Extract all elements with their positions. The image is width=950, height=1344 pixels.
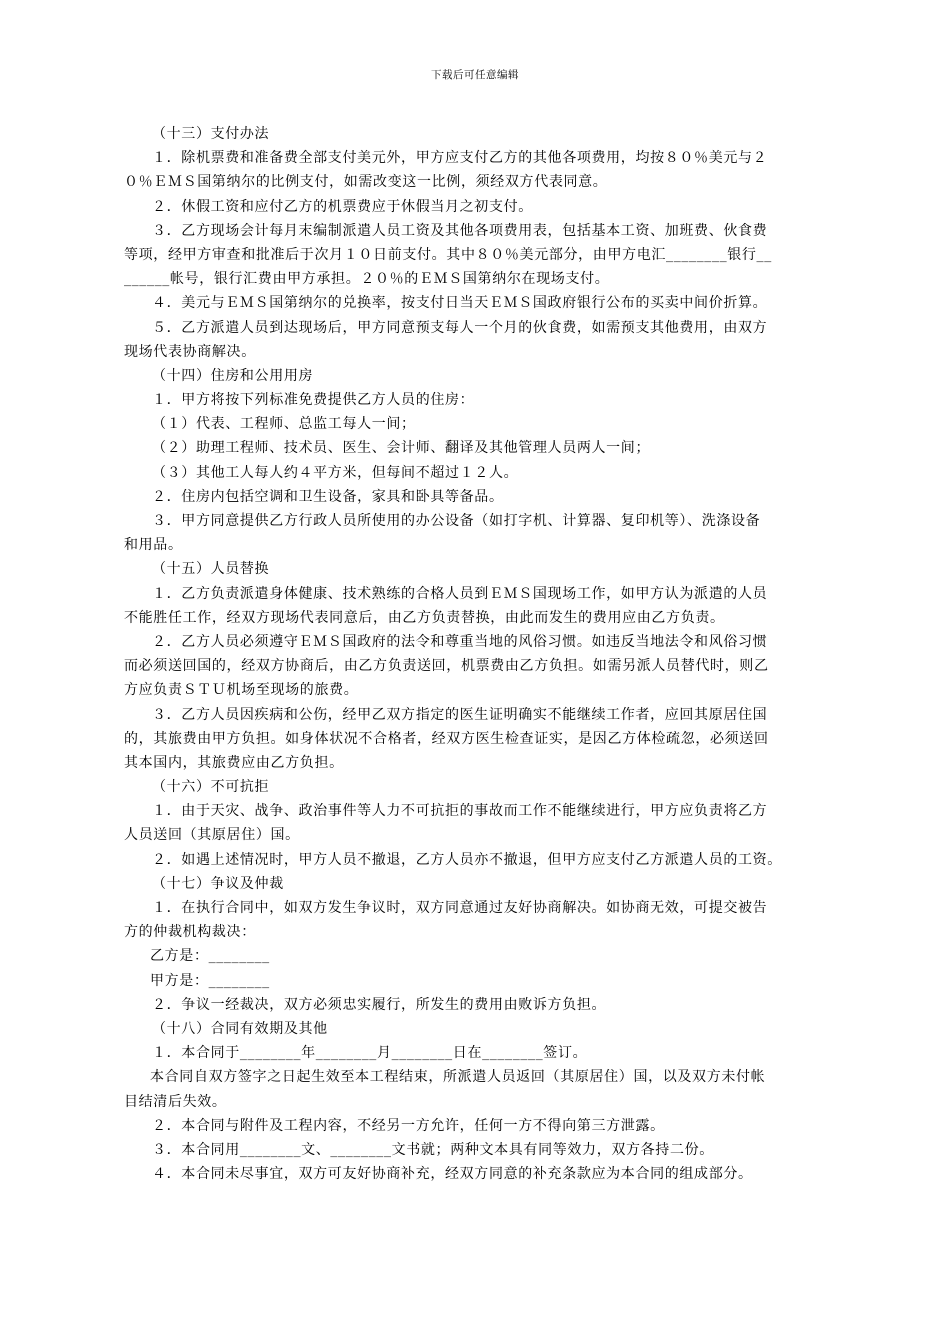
document-line: 本合同自双方签字之日起生效至本工程结束，所派遣人员返回（其原居住）国，以及双方未付帐 <box>150 1069 766 1086</box>
document-line: （十七）争议及仲裁 <box>152 875 284 892</box>
document-line: （十三）支付办法 <box>152 126 270 142</box>
document-line: ５．乙方派遣人员到达现场后，甲方同意预支每人一个月的伙食费，如需预支其他费用，由双方 <box>152 319 768 336</box>
document-line: 现场代表协商解决。 <box>124 343 256 360</box>
document-line: （１）代表、工程师、总监工每人一间； <box>152 416 416 433</box>
document-line: ０％ＥＭＳ国第纳尔的比例支付，如需改变这一比例，须经双方代表同意。 <box>124 174 608 191</box>
document-line: ３．本合同用________文、________文书就；两种文本具有同等效力，双方各持二份。 <box>152 1141 714 1158</box>
document-line: 和用品。 <box>124 537 183 554</box>
document-line: ２．争议一经裁决，双方必须忠实履行，所发生的费用由败诉方负担。 <box>152 996 607 1013</box>
document-line: ４．美元与ＥＭＳ国第纳尔的兑换率，按支付日当天ＥＭＳ国政府银行公布的买卖中间价折算。 <box>152 295 768 312</box>
document-line: ３．乙方人员因疾病和公伤，经甲乙双方指定的医生证明确实不能继续工作者，应回其原居住国 <box>152 706 768 723</box>
document-line: （３）其他工人每人约４平方米，但每间不超过１２人。 <box>152 464 519 481</box>
document-line: ３．甲方同意提供乙方行政人员所使用的办公设备（如打字机、计算器、复印机等）、洗涤设备 <box>152 513 761 529</box>
document-line: 甲方是：________ <box>150 972 270 989</box>
document-line: 而必须送回国的，经双方协商后，由乙方负责送回，机票费由乙方负担。如需另派人员替代时，则乙 <box>124 658 769 675</box>
page-header: 下载后可任意编辑 <box>431 69 519 81</box>
document-line: 等项，经甲方审查和批准后于次月１０日前支付。其中８０％美元部分，由甲方电汇________银行__ <box>124 246 772 263</box>
document-line: （２）助理工程师、技术员、医生、会计师、翻译及其他管理人员两人一间； <box>152 440 651 457</box>
document-line: ______帐号，银行汇费由甲方承担。２０％的ＥＭＳ国第纳尔在现场支付。 <box>124 271 610 288</box>
document-line: １．乙方负责派遣身体健康、技术熟练的合格人员到ＥＭＳ国现场工作，如甲方认为派遣的人员 <box>152 585 768 602</box>
document-line: （十四）住房和公用用房 <box>152 367 314 384</box>
document-line: 目结清后失效。 <box>124 1093 227 1110</box>
document-line: 方应负责ＳＴＵ机场至现场的旅费。 <box>124 682 359 699</box>
document-line: 的，其旅费由甲方负担。如身体状况不合格者，经双方医生检查证实，是因乙方体检疏忽，必须送回 <box>124 730 769 747</box>
document-line: 人员送回（其原居住）国。 <box>124 827 300 844</box>
document-line: ２．如遇上述情况时，甲方人员不撤退，乙方人员亦不撤退，但甲方应支付乙方派遣人员的工资。 <box>152 851 782 868</box>
document-line: 其本国内，其旅费应由乙方负担。 <box>124 754 344 771</box>
document-line: （十八）合同有效期及其他 <box>152 1020 328 1037</box>
document-line: 不能胜任工作，经双方现场代表同意后，由乙方负责替换，由此而发生的费用应由乙方负责。 <box>124 609 725 626</box>
document-line: 方的仲裁机构裁决： <box>124 924 256 941</box>
document-line: １．由于天灾、战争、政治事件等人力不可抗拒的事故而工作不能继续进行，甲方应负责将乙方 <box>152 803 768 820</box>
document-line: （十五）人员替换 <box>152 561 270 578</box>
document-line: ２．本合同与附件及工程内容，不经另一方允许，任何一方不得向第三方泄露。 <box>152 1117 665 1134</box>
document-line: ２．休假工资和应付乙方的机票费应于休假当月之初支付。 <box>152 198 533 215</box>
document-line: ２．住房内包括空调和卫生设备，家具和卧具等备品。 <box>152 488 504 505</box>
document-line: （十六）不可抗拒 <box>152 779 270 796</box>
document-line: ４．本合同未尽事宜，双方可友好协商补充，经双方同意的补充条款应为本合同的组成部分。 <box>152 1166 753 1183</box>
document-line: 乙方是：________ <box>150 948 270 965</box>
document-line: １．除机票费和准备费全部支付美元外，甲方应支付乙方的其他各项费用，均按８０％美元与２ <box>152 150 768 167</box>
document-line: １．本合同于________年________月________日在________签订。 <box>152 1045 588 1062</box>
document-line: １．在执行合同中，如双方发生争议时，双方同意通过友好协商解决。如协商无效，可提交被告 <box>152 900 768 916</box>
document-body <box>124 122 862 1186</box>
document-line: １．甲方将按下列标准免费提供乙方人员的住房： <box>152 392 475 409</box>
document-line: ２．乙方人员必须遵守ＥＭＳ国政府的法令和尊重当地的风俗习惯。如违反当地法令和风俗习惯 <box>152 633 768 650</box>
document-line: ３．乙方现场会计每月末编制派遣人员工资及其他各项费用表，包括基本工资、加班费、伙食费 <box>152 222 768 239</box>
